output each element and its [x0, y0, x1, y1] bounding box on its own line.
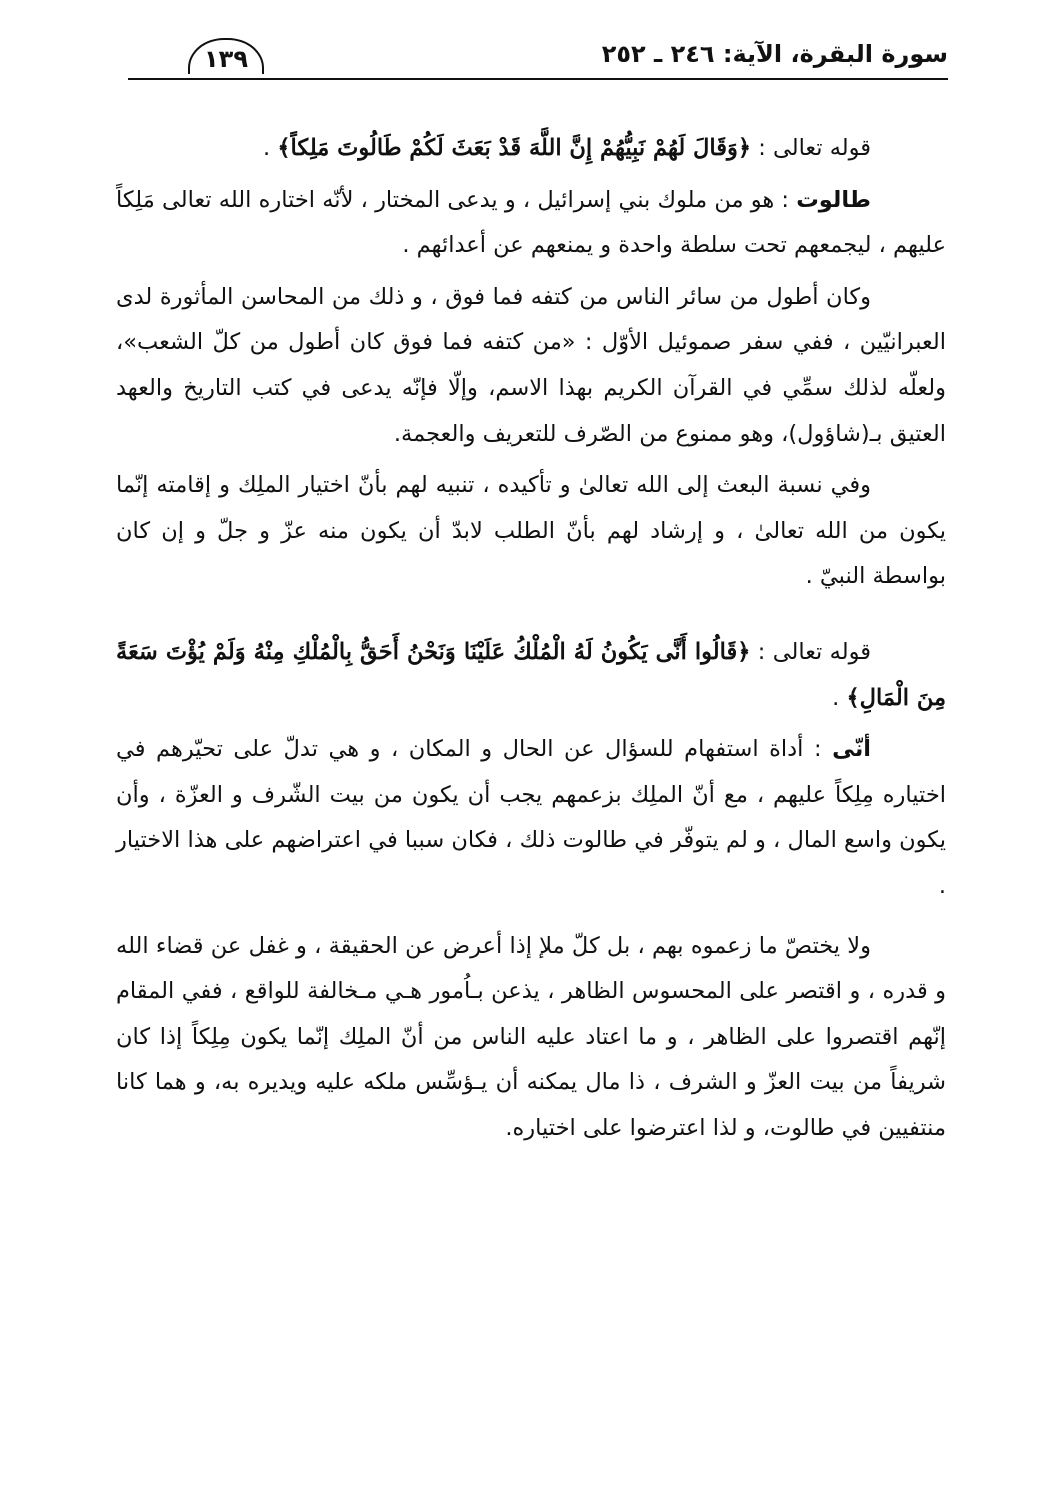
running-title: سورة البقرة، الآية: ٢٤٦ ـ ٢٥٢: [601, 40, 948, 68]
paragraph-text: : هو من ملوك بني إسرائيل ، و يدعى المختار ، لأنّه اختاره الله تعالى مَلِكاً عليهم ، ليجمعهم تحت سلطة واحدة و يمنعهم عن أعدائهم .: [116, 186, 946, 259]
verse-end: .: [832, 684, 847, 711]
verse-end: .: [263, 135, 278, 161]
paragraph: [116, 275, 946, 457]
defined-term: أنّى: [832, 736, 871, 763]
quran-verse: ﴿وَقَالَ لَهُمْ نَبِيُّهُمْ إِنَّ اللَّهَ قَدْ بَعَثَ لَكُمْ طَالُوتَ مَلِكاً﴾: [277, 135, 752, 161]
verse-heading: [116, 126, 946, 172]
defined-term: طالوت: [796, 186, 871, 213]
paragraph: [116, 178, 946, 269]
paragraph-text: : أداة استفهام للسؤال عن الحال و المكان ، و هي تدلّ على تحيّرهم في اختياره مِلِكاً عليهم ، مع أنّ الملِك بزعمهم يجب أن يكون من بيت الشّرف و العزّة ، وأن يكون واسع المال ، و لم يتوفّر في طالوت ذلك ، فكان سببا في اعتراضهم على هذا الاختيار .: [116, 736, 946, 899]
verse-intro: قوله تعالى :: [750, 638, 871, 665]
paragraph: [116, 924, 946, 1152]
verse-heading: [116, 630, 946, 721]
paragraph-text: وفي نسبة البعث إلى الله تعالىٰ و تأكيده ، تنبيه لهم بأنّ اختيار الملِك و إقامته إنّما يكون من الله تعالىٰ ، و إرشاد لهم بأنّ الطلب لابدّ أن يكون منه عزّ و جلّ و إن كان بواسطة النبيّ .: [116, 472, 946, 590]
paragraph: [116, 727, 946, 909]
page-header: [128, 38, 948, 84]
paragraph-text: ولا يختصّ ما زعموه بهم ، بل كلّ ملإ إذا أعرض عن الحقيقة ، و غفل عن قضاء الله و قدره ، و اقتصر على المحسوس الظاهر ، يذعن بـاُمور هـي مـخالفة للواقع ، ففي المقام إنّهم اقتصروا على الظاهر ، و ما اعتاد عليه الناس من أنّ الملِك إنّما يكون مِلِكاً إذا كان شريفاً من بيت العزّ و الشرف ، ذا مال يمكنه أن يـؤسِّس ملكه عليه ويديره به، و هما كانا منتفيين في طالوت، و لذا اعترضوا على اختياره.: [116, 932, 946, 1141]
header-rule: [128, 78, 948, 80]
page-number: ١٣٩: [188, 38, 264, 74]
paragraph-text: وكان أطول من سائر الناس من كتفه فما فوق ، و ذلك من المحاسن المأثورة لدى العبرانيّين ، ففي سفر صموئيل الأوّل : «من كتفه فما فوق كان أطول من كلّ الشعب»، ولعلّه لذلك سمِّي في القرآن الكريم بهذا الاسم، وإلّا فإنّه يدعى في كتب التاريخ والعهد العتيق بـ(شاؤول)، وهو ممنوع من الصّرف للتعريف والعجمة.: [116, 283, 946, 447]
quran-verse: ﴿قَالُوا أَنَّى يَكُونُ لَهُ الْمُلْكُ عَلَيْنَا وَنَحْنُ أَحَقُّ بِالْمُلْكِ مِنْهُ وَلَمْ يُؤْتَ سَعَةً مِنَ الْمَالِ﴾: [116, 638, 946, 711]
page-body: [116, 126, 946, 1151]
paragraph: [116, 463, 946, 600]
verse-intro: قوله تعالى :: [751, 135, 871, 161]
